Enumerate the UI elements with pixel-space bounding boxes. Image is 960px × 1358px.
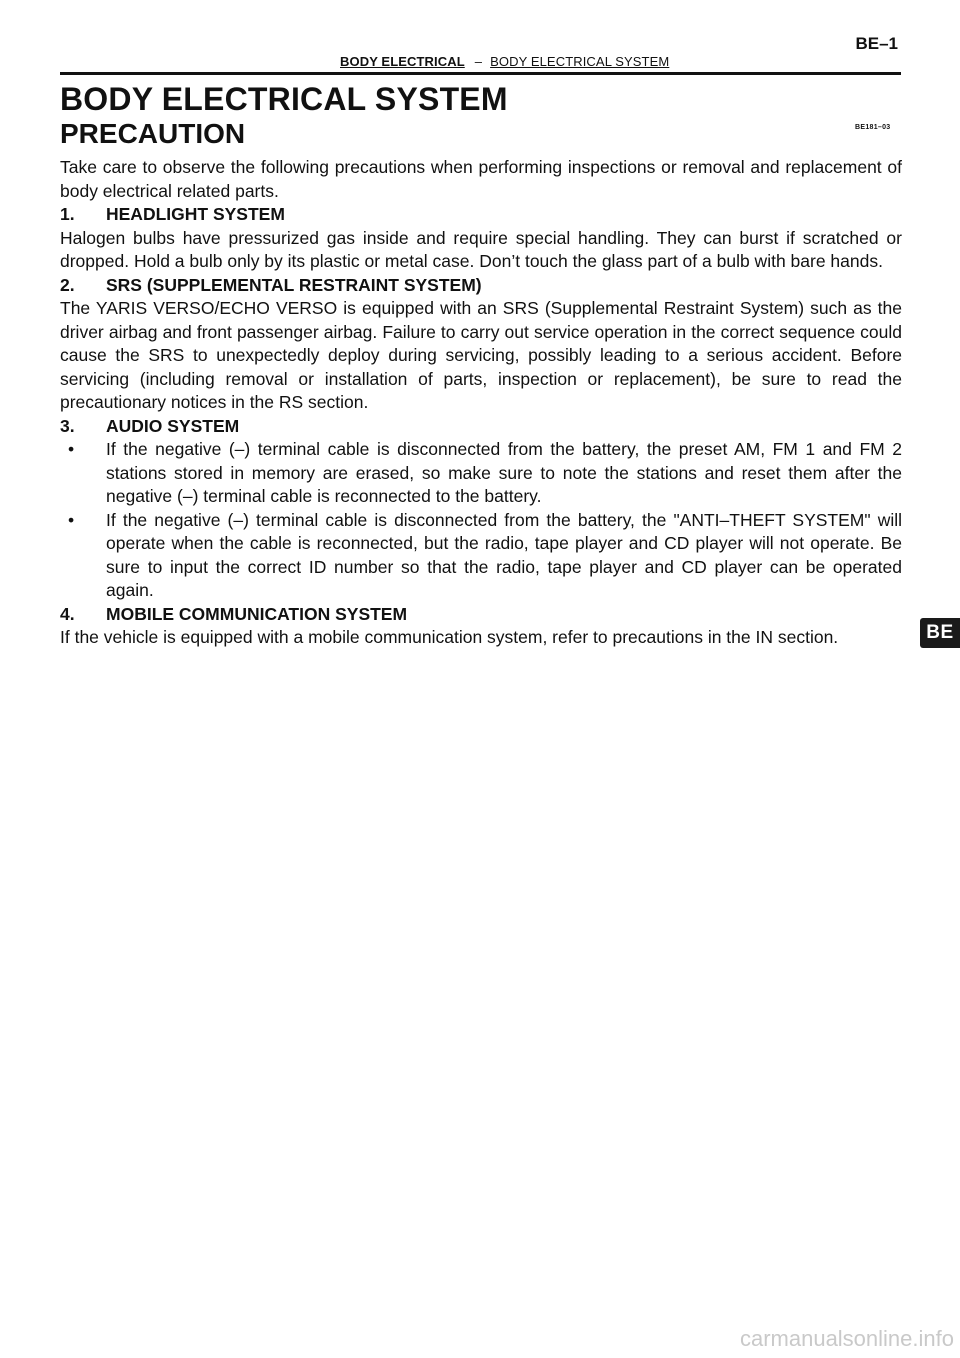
section-number: 2. [60, 274, 75, 295]
list-item [60, 509, 902, 603]
page-title: BODY ELECTRICAL SYSTEM [60, 81, 508, 117]
header-subsection: BODY ELECTRICAL SYSTEM [490, 54, 670, 69]
section-paragraph-srs: The YARIS VERSO/ECHO VERSO is equipped with an SRS (Supplemental Restraint System) such as the driver airbag and front passenger airbag. Failure to carry out service operation in the correct sequence could cause the SRS to unexpectedly deploy during servicing, possibly leading to a serious accident. Before servicing (including removal or installation of parts, inspection or replacement), be sure to read the precautionary notices in the RS section. [60, 298, 902, 412]
section-number: 3. [60, 415, 75, 436]
section-heading-audio [60, 415, 902, 439]
watermark: carmanualsonline.info [739, 1326, 954, 1351]
section-tab-be: BE [920, 618, 960, 648]
header-divider [60, 72, 901, 75]
section-paragraph-headlight: Halogen bulbs have pressurized gas inside and require special handling. They can burst if scratched or dropped. Hold a bulb only by its plastic or metal case. Don’t touch the glass part of a bulb with bare hands. [60, 227, 902, 271]
section-paragraph-mobile: If the vehicle is equipped with a mobile communication system, refer to precautions in the IN section. [60, 627, 839, 647]
list-item [60, 438, 902, 509]
bullet-text: If the negative (–) terminal cable is disconnected from the battery, the "ANTI–THEFT SYSTEM" will operate when the cable is reconnected, but the radio, tape player and CD player will not operate. Be sure to input the correct ID number so that the radio, tape player and CD player can be operated again. [106, 509, 902, 600]
section-number: 4. [60, 603, 75, 624]
section-heading-srs [60, 274, 902, 298]
body-content [60, 156, 902, 650]
bullet-icon: • [68, 509, 75, 530]
section-heading-text: AUDIO SYSTEM [106, 415, 240, 436]
section-heading-headlight [60, 203, 902, 227]
section-heading-text: HEADLIGHT SYSTEM [106, 204, 285, 224]
intro-paragraph: Take care to observe the following precautions when performing inspections or removal and replacement of body electrical related parts. [60, 157, 902, 201]
header-section: BODY ELECTRICAL [340, 54, 465, 69]
header-separator: – [474, 54, 483, 69]
running-header [340, 54, 669, 69]
section-number: 1. [60, 204, 75, 224]
section-heading-mobile [60, 603, 902, 627]
bullet-icon: • [68, 439, 75, 459]
page-number: BE–1 [855, 34, 898, 53]
document-code: BE181–03 [855, 124, 891, 131]
section-heading-text: SRS (SUPPLEMENTAL RESTRAINT SYSTEM) [106, 274, 482, 295]
section-heading-text: MOBILE COMMUNICATION SYSTEM [106, 603, 408, 624]
bullet-text: If the negative (–) terminal cable is disconnected from the battery, the preset AM, FM 1 and FM 2 stations stored in memory are erased, so make sure to note the stations and reset them after the negative (–) terminal cable is reconnected to the battery. [106, 439, 902, 506]
section-title: PRECAUTION [60, 118, 246, 149]
